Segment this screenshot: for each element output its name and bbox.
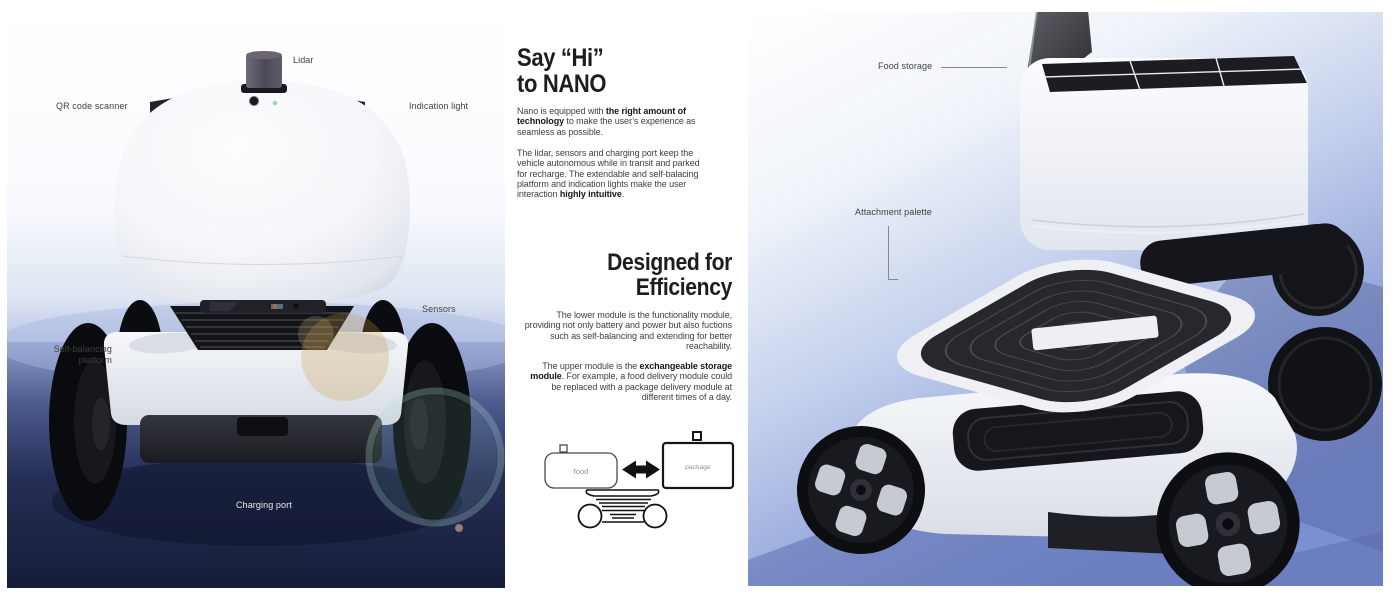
chassis-sketch	[579, 490, 667, 528]
food-storage-leader-line	[941, 67, 1007, 68]
package-module-label: package	[685, 464, 711, 471]
intro-paragraph-1	[517, 106, 709, 137]
module-exchange-diagram	[538, 428, 738, 538]
title-line2: to NANO	[517, 70, 607, 98]
intro-paragraph-2	[517, 148, 700, 199]
perspective-view-panel	[748, 12, 1383, 586]
intro-p2-pre: The lidar, sensors and charging port keep the vehicle autonomous while in transit and parked for recharge. The extendable and self-balacing platform and indication lights make the user interaction	[517, 148, 700, 200]
callout-charging-port: Charging port	[236, 500, 292, 510]
intro-p1-post: to make the user’s experience as seamless as possible.	[517, 116, 696, 137]
swap-arrow-icon	[622, 461, 660, 479]
indication-light-dot	[273, 101, 278, 106]
heading-line2: Efficiency	[635, 274, 732, 301]
eff-p2-bold: exchangeable storage module	[530, 361, 732, 382]
callout-self-balancing-platform	[30, 344, 112, 366]
food-module-lidar	[560, 445, 567, 452]
callout-attachment-palette: Attachment palette	[855, 207, 932, 217]
eff-p2-post: . For example, a food delivery module could be replaced with a package delivery module at different times of a day.	[551, 371, 732, 402]
charging-port	[237, 417, 288, 436]
self-balancing-line2: platform	[78, 355, 112, 365]
lidar-sensor	[241, 51, 287, 93]
intro-p1-pre: Nano is equipped with	[517, 106, 606, 116]
perspective-robot-render	[748, 12, 1383, 586]
callout-sensors: Sensors	[422, 304, 456, 314]
eff-p2-pre: The upper module is the	[542, 361, 640, 371]
efficiency-heading	[537, 250, 732, 300]
sensor-bar	[200, 300, 326, 313]
intro-p2-post: .	[621, 189, 625, 200]
camera-icon	[249, 96, 258, 105]
storage-dome	[115, 80, 410, 306]
page-title	[517, 45, 606, 97]
attachment-palette-leader-line	[888, 226, 898, 280]
efficiency-paragraph-2	[520, 361, 732, 402]
intro-p2-bold: highly intuitive	[559, 189, 622, 200]
callout-qr-code-scanner: QR code scanner	[56, 101, 128, 111]
package-module-lidar	[693, 432, 701, 440]
food-module-label: food	[573, 467, 589, 476]
callout-food-storage: Food storage	[878, 61, 933, 71]
efficiency-paragraph-1: The lower module is the functionality module, providing not only battery and power but also fuctions such as self-balancing and extending for better reachability.	[524, 310, 732, 351]
title-line1: Say “Hi”	[517, 44, 604, 72]
self-balancing-line1: Self-balancing	[53, 344, 112, 354]
intro-p1-bold: the right amount of technology	[517, 106, 686, 127]
callout-indication-light: Indication light	[409, 101, 469, 111]
callout-lidar: Lidar	[293, 55, 314, 65]
heading-line1: Designed for	[607, 249, 732, 276]
